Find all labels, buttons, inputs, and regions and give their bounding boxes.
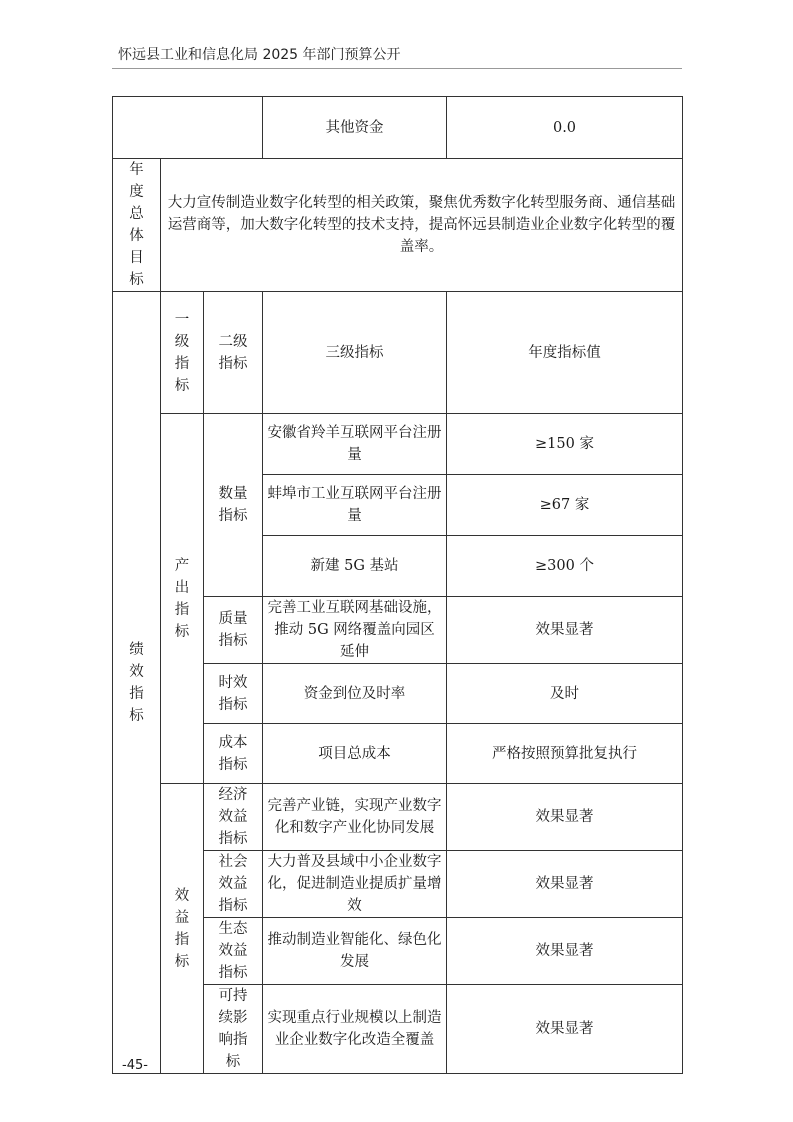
funds-empty-cell [113,97,263,159]
page-number: -45- [122,1058,148,1073]
table-row [113,414,683,475]
indicator-value: ≥150 家 [447,414,683,475]
funds-row [113,97,683,159]
benefit-indicator-label: 效益指标 [161,784,204,1074]
indicator-name: 完善产业链，实现产业数字化和数字产业化协同发展 [263,784,447,851]
indicator-value: 效果显著 [447,985,683,1074]
indicator-value: 效果显著 [447,918,683,985]
annual-goal-label: 年度总体目标 [113,159,161,292]
funds-label: 其他资金 [263,97,447,159]
economic-benefit-label: 经济效益指标 [204,784,263,851]
level3-header: 三级指标 [263,292,447,414]
indicator-name: 蚌埠市工业互联网平台注册量 [263,475,447,536]
quantity-indicator-label: 数量指标 [204,414,263,597]
indicator-name: 实现重点行业规模以上制造业企业数字化改造全覆盖 [263,985,447,1074]
indicator-name: 推动制造业智能化、绿色化发展 [263,918,447,985]
indicator-value: 效果显著 [447,784,683,851]
value-header: 年度指标值 [447,292,683,414]
header-rule [112,68,682,69]
sustainable-impact-label: 可持续影响指标 [204,985,263,1074]
annual-goal-text: 大力宣传制造业数字化转型的相关政策，聚焦优秀数字化转型服务商、通信基础运营商等，加大数字化转型的技术支持，提高怀远县制造业企业数字化转型的覆盖率。 [161,159,683,292]
quality-indicator-label: 质量指标 [204,597,263,664]
indicator-name: 安徽省羚羊互联网平台注册量 [263,414,447,475]
document-header: 怀远县工业和信息化局 2025 年部门预算公开 [118,47,401,63]
indicator-value: 效果显著 [447,597,683,664]
timeliness-indicator-label: 时效指标 [204,664,263,724]
table-row [113,784,683,851]
indicator-name: 项目总成本 [263,724,447,784]
cost-indicator-label: 成本指标 [204,724,263,784]
indicator-value: ≥67 家 [447,475,683,536]
performance-table [112,96,683,1074]
level1-header: 一级指标 [161,292,204,414]
indicator-value: 严格按照预算批复执行 [447,724,683,784]
indicator-name: 完善工业互联网基础设施，推动 5G 网络覆盖向园区延伸 [263,597,447,664]
performance-label: 绩效指标 [113,292,161,1074]
indicator-value: 效果显著 [447,851,683,918]
level2-header: 二级指标 [204,292,263,414]
indicator-name: 新建 5G 基站 [263,536,447,597]
indicator-name: 大力普及县域中小企业数字化，促进制造业提质扩量增效 [263,851,447,918]
indicator-value: 及时 [447,664,683,724]
social-benefit-label: 社会效益指标 [204,851,263,918]
indicator-header-row [113,292,683,414]
ecological-benefit-label: 生态效益指标 [204,918,263,985]
indicator-name: 资金到位及时率 [263,664,447,724]
output-indicator-label: 产出指标 [161,414,204,784]
funds-value: 0.0 [447,97,683,159]
indicator-value: ≥300 个 [447,536,683,597]
annual-goal-row [113,159,683,292]
